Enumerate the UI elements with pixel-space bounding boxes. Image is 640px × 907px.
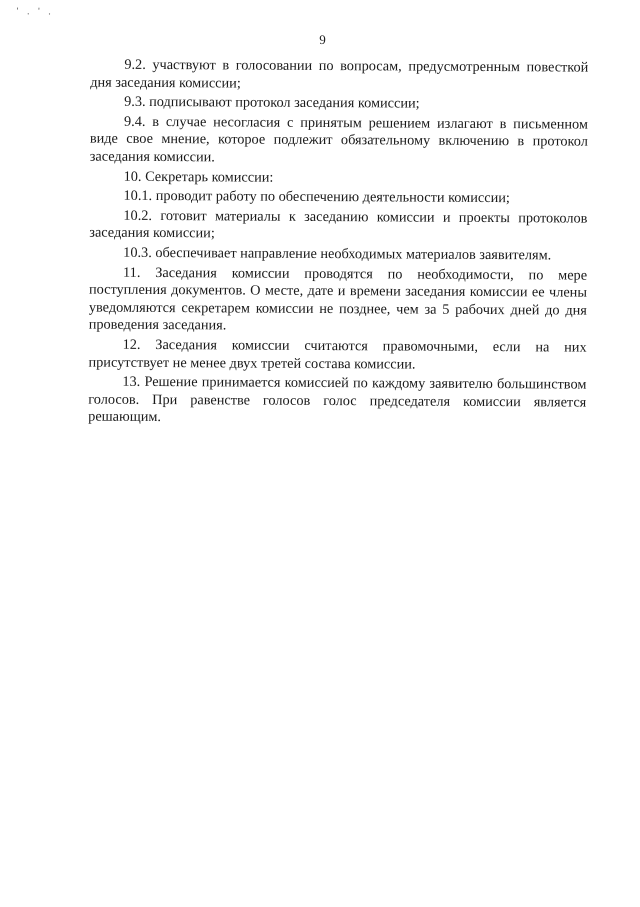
paragraph-10-1: 10.1. проводит работу по обеспечению деятельности комиссии; (123, 187, 510, 207)
paragraph-9-4: 9.4. в случае несогласия с принятым решением излагают в письменном виде свое мнение, которое подлежит обязательному включению в протокол заседания комиссии. (89, 113, 589, 166)
paragraph-10: 10. Секретарь комиссии: (123, 168, 274, 186)
paragraph-11: 11. Заседания комиссии проводятся по необходимости, по мере поступления документов. О месте, дате и времени заседания комиссии ее члены уведомляются секретарем комиссии не позднее, чем за 5 рабочих дней до дня проведения заседания. (88, 264, 588, 334)
scan-artifact: ' . ' . (16, 6, 54, 18)
paragraph-9-2: 9.2. участвуют в голосовании по вопросам, предусмотренным повесткой дня заседания комиссии; (90, 56, 589, 92)
paragraph-13: 13. Решение принимается комиссией по каждому заявителю большинством голосов. При равенстве голосов голос председателя комиссии является решающим. (88, 373, 587, 426)
paragraph-10-2: 10.2. готовит материалы к заседанию комиссии и проекты протоколов заседания комиссии; (89, 207, 588, 242)
paragraph-12: 12. Заседания комиссии считаются правомочными, если на них присутствует не менее двух третей состава комиссии. (88, 336, 587, 373)
document-body (88, 57, 588, 430)
page-number: 9 (319, 31, 326, 48)
paragraph-9-3: 9.3. подписывают протокол заседания комиссии; (124, 93, 420, 112)
paragraph-10-3: 10.3. обеспечивает направление необходимых материалов заявителям. (123, 244, 552, 264)
